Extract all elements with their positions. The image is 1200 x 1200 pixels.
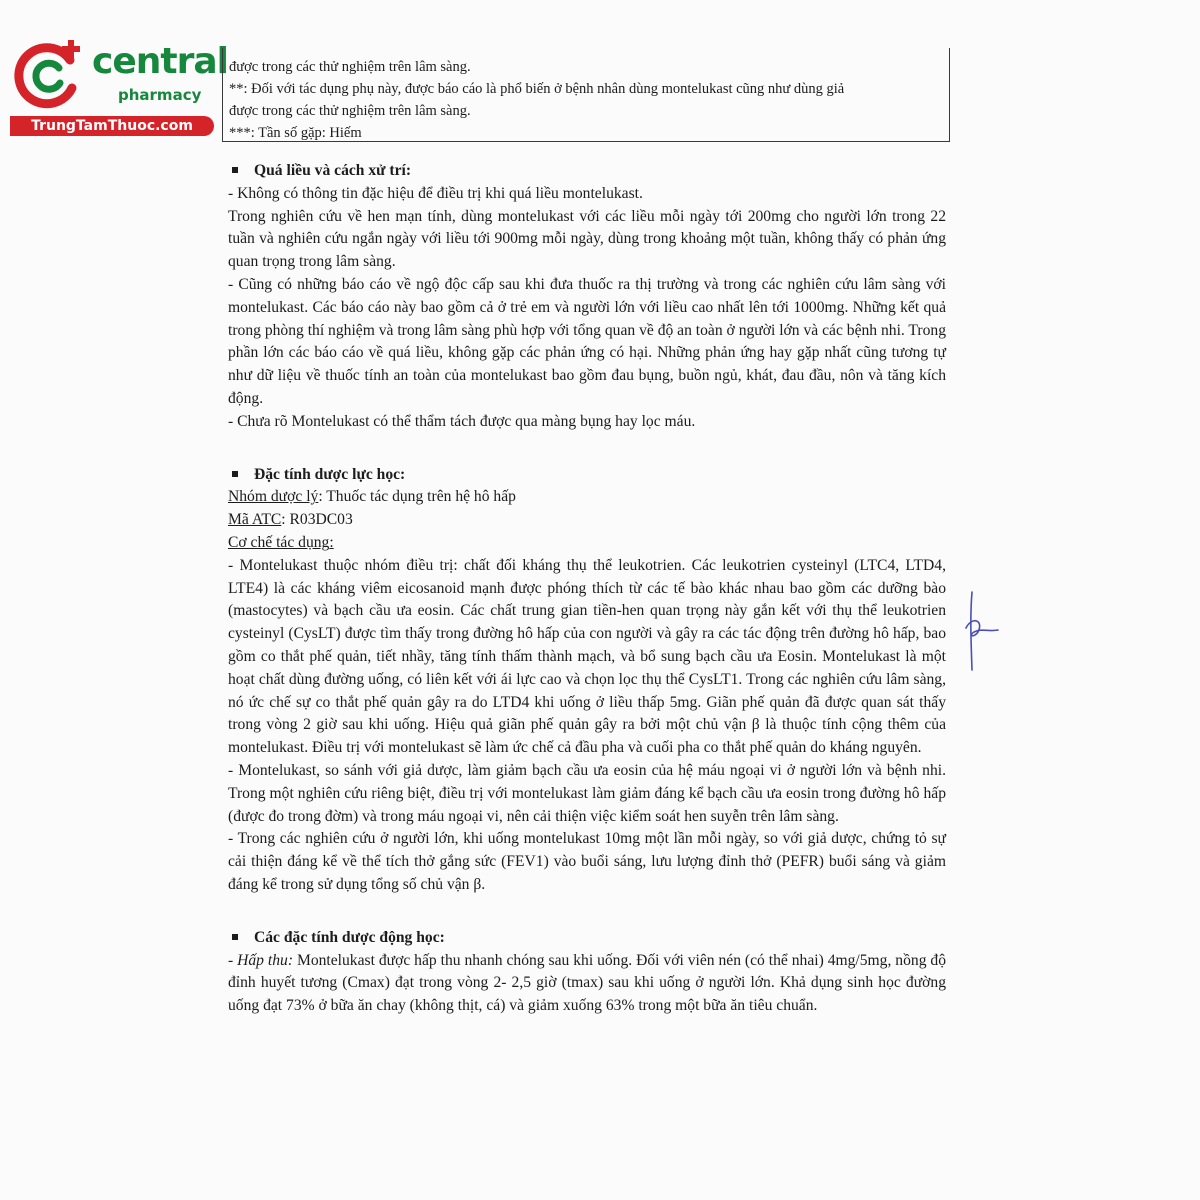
footnote-line: được trong các thử nghiệm trên lâm sàng. xyxy=(229,59,471,75)
atc-value: : R03DC03 xyxy=(281,511,353,529)
absorption-paragraph xyxy=(228,950,946,1018)
central-pharmacy-logo xyxy=(8,34,228,138)
footnote-box xyxy=(222,48,950,142)
section-heading-pharmacodynamics xyxy=(228,464,946,487)
paragraph: - Trong các nghiên cứu ở người lớn, khi uống montelukast 10mg một lần mỗi ngày, so với giả dược, chứng tỏ sự cải thiện đáng kể về thể tích thở gắng sức (FEV1) vào buổi sáng, lưu lượng đỉnh thở (PEFR) buổi sáng và giảm đáng kể trong sử dụng tổng số chủ vận β. xyxy=(228,830,946,893)
atc-label: Mã ATC xyxy=(228,511,282,529)
dash: - xyxy=(228,951,238,969)
mechanism-label-line xyxy=(228,532,946,555)
absorption-label: Hấp thu: xyxy=(237,951,294,969)
mechanism-label: Cơ chế tác dụng xyxy=(228,533,330,551)
footnote-line: **: Đối với tác dụng phụ này, được báo cáo là phổ biến ở bệnh nhân dùng montelukast cũng như dùng giả xyxy=(229,81,845,97)
footnote-line: ***: Tần số gặp: Hiếm xyxy=(229,125,362,141)
paragraph: - Chưa rõ Montelukast có thể thẩm tách được qua màng bụng hay lọc máu. xyxy=(228,412,696,430)
absorption-text: Montelukast được hấp thu nhanh chóng sau khi uống. Đối với viên nén (có thể nhai) 4mg/5mg, nồng độ đỉnh huyết tương (Cmax) đạt trong vòng 2- 2,5 giờ (tmax) sau khi uống ở người lớn. Khả dụng sinh học đường uống đạt 73% ở bữa ăn chay (không thịt, cá) và giảm xuống 63% trong một bữa ăn tiêu chuẩn. xyxy=(228,951,947,1015)
heading-text: Quá liều và cách xử trí: xyxy=(254,162,412,179)
paragraph: - Cũng có những báo cáo về ngộ độc cấp sau khi đưa thuốc ra thị trường và trong các nghiên cứu lâm sàng với montelukast. Các báo cáo này bao gồm cả ở trẻ em và người lớn với liều cao nhất lên tới 1000mg. Những kết quả trong phòng thí nghiệm và trong lâm sàng phù hợp với tổng quan về độ an toàn ở người lớn và các bệnh nhi. Trong phần lớn các báo cáo về quá liều, không gặp các phản ứng có hại. Những phản ứng hay gặp nhất cũng tương tự như dữ liệu về thuốc tính an toàn của montelukast bao gồm đau bụng, buồn ngủ, khát, đau đầu, nôn và tăng kích động. xyxy=(228,275,946,407)
mechanism-colon: : xyxy=(329,533,334,551)
group-value: : Thuốc tác dụng trên hệ hô hấp xyxy=(318,488,516,506)
heading-text: Đặc tính dược lực học: xyxy=(254,465,406,483)
paragraph: - Không có thông tin đặc hiệu để điều trị khi quá liều montelukast. xyxy=(228,184,643,202)
logo-brand-text: central xyxy=(92,41,228,82)
logo-website: TrungTamThuoc.com xyxy=(10,116,214,136)
paragraph: - Montelukast, so sánh với giả dược, làm giảm bạch cầu ưa eosin của hệ máu ngoại vi ở người lớn và bệnh nhi. Trong một nghiên cứu riêng biệt, điều trị với montelukast làm giảm đáng kể bạch cầu ưa eosin trong đường hô hấp (được đo trong đờm) và trong máu ngoại vi, nên cải thiện việc kiểm soát hen suyễn trên lâm sàng. xyxy=(228,761,946,825)
bullet-icon xyxy=(232,471,238,477)
atc-code xyxy=(228,509,946,532)
group-label: Nhóm dược lý xyxy=(228,488,319,506)
logo-sub-text: pharmacy xyxy=(118,86,202,104)
paragraph: Trong nghiên cứu về hen mạn tính, dùng montelukast với các liều mỗi ngày tới 200mg cho người lớn trong 22 tuần và nghiên cứu ngắn ngày với liều tới 900mg mỗi ngày, dùng trong khoảng một tuần, không thấy có phản ứng quan trọng trong lâm sàng. xyxy=(228,207,946,271)
pharmacologic-group xyxy=(228,486,946,509)
paragraph: - Montelukast thuộc nhóm điều trị: chất đối kháng thụ thể leukotrien. Các leukotrien cysteinyl (LTC4, LTD4, LTE4) là các kháng viêm eicosanoid mạnh được phóng thích từ các tế bào khác nhau bao gồm các dưỡng bào (mastocytes) và bạch cầu ưa eosin. Các chất trung gian tiền-hen quan trọng này gắn kết với thụ thể leukotrien cysteinyl (CysLT) được tìm thấy trong đường hô hấp của con người và gây ra các tác động trên đường hô hấp, bao gồm co thắt phế quản, tiết nhầy, tăng tính thấm thành mạch, và bổ sung bạch cầu ưa Eosin. Montelukast là một hoạt chất dùng đường uống, có liên kết với ái lực cao và chọn lọc thụ thể CysLT1. Trong các nghiên cứu lâm sàng, nó ức chế sự co thắt phế quản gây ra do LTD4 khi uống ở liều thấp 5mg. Giãn phế quản đã được quan sát thấy trong vòng 2 giờ sau khi uống. Hiệu quả giãn phế quản gây ra bởi một chủ vận β là thuộc tính cộng thêm của montelukast. Điều trị với montelukast sẽ làm ức chế cả đầu pha và cuối pha co thắt phế quản do kháng nguyên. xyxy=(228,556,946,757)
bullet-icon xyxy=(232,167,238,173)
bullet-icon xyxy=(232,934,238,940)
document-body xyxy=(228,160,946,1018)
footnote-line: được trong các thử nghiệm trên lâm sàng. xyxy=(229,103,471,119)
heading-text: Các đặc tính dược động học: xyxy=(254,928,445,946)
handwritten-signature-icon xyxy=(958,586,1006,676)
section-heading-pharmacokinetics xyxy=(228,927,946,950)
pharmacy-cross-logo-icon xyxy=(12,38,86,112)
section-heading-overdose xyxy=(228,160,946,183)
